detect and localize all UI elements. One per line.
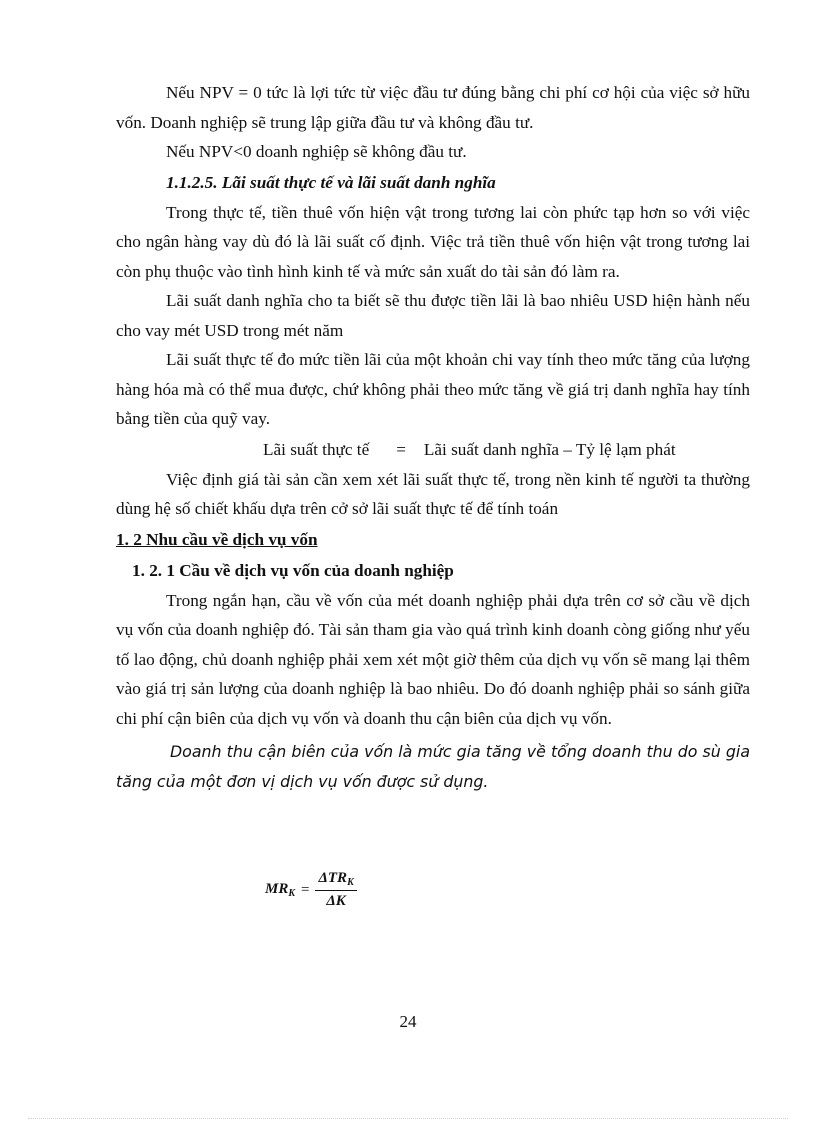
section-heading-12: 1. 2 Nhu cầu về dịch vụ vốn	[116, 529, 318, 549]
formula-equals: =	[396, 439, 406, 459]
paragraph-short-run: Trong ngắn hạn, cầu về vốn của mét doanh nghiệp phải dựa trên cơ sở cầu về dịch vụ vốn của doanh nghiệp đó. Tài sản tham gia vào quá trình kinh doanh còng giống như yếu tố lao động, chủ doanh nghiệp phải xem xét một giờ thêm của dịch vụ vốn sẽ mang lại thêm vào giá trị sản lượng của doanh nghiệp là bao nhiêu. Do đó doanh nghiệp phải so sánh giữa chi phí cận biên của dịch vụ vốn và doanh thu cận biên của dịch vụ vốn.	[116, 590, 750, 728]
page-body	[116, 78, 750, 796]
paragraph-practice: Trong thực tế, tiền thuê vốn hiện vật trong tương lai còn phức tạp hơn so với việc cho ngân hàng vay dù đó là lãi suất cố định. Việc trả tiền thuê vốn hiện vật trong tương lai còn phụ thuộc vào tình hình kinh tế và mức sản xuất do tài sản đó làm ra.	[116, 202, 750, 281]
section-heading-1125: 1.1.2.5. Lãi suất thực tế và lãi suất danh nghĩa	[166, 172, 496, 192]
section-heading-121: 1. 2. 1 Cầu về dịch vụ vốn của doanh nghiệp	[132, 560, 454, 580]
paragraph-valuation: Việc định giá tài sản cần xem xét lãi suất thực tế, trong nền kinh tế người ta thường dùng hệ số chiết khấu dựa trên cở sở lãi suất thực tế để tính toán	[116, 469, 750, 518]
page-number: 24	[399, 1012, 417, 1031]
paragraph-npv-negative: Nếu NPV<0 doanh nghiệp sẽ không đầu tư.	[166, 142, 467, 161]
paragraph-nominal-rate: Lãi suất danh nghĩa cho ta biết sẽ thu được tiền lãi là bao nhiêu USD hiện hành nếu cho vay mét USD trong mét năm	[116, 291, 750, 340]
marginal-revenue-formula	[265, 870, 357, 910]
fraction	[315, 870, 356, 910]
fisher-formula	[116, 434, 750, 465]
fraction-denominator: ΔK	[326, 893, 346, 909]
paragraph-definition: Doanh thu cận biên của vốn là mức gia tăng về tổng doanh thu do sù gia tăng của một đơn vị dịch vụ vốn được sử dụng.	[116, 742, 750, 791]
mr-symbol: $MR_K$	[265, 881, 296, 899]
math-equals: =	[301, 881, 310, 898]
formula-rhs: Lãi suất danh nghĩa – Tỷ lệ lạm phát	[423, 439, 676, 459]
paragraph-real-rate: Lãi suất thực tế đo mức tiền lãi của một khoản chi vay tính theo mức tăng của lượng hàng hóa mà có thể mua được, chứ không phải theo mức tăng về giá trị danh nghĩa hay tính bằng tiền của quỹ vay.	[116, 350, 750, 428]
formula-lhs: Lãi suất thực tế	[263, 439, 370, 459]
paragraph-npv-zero: Nếu NPV = 0 tức là lợi tức từ việc đầu tư đúng bằng chi phí cơ hội của việc sở hữu vốn. Doanh nghiệp sẽ trung lập giữa đầu tư và không đầu tư.	[116, 83, 750, 132]
footer-divider	[28, 1118, 788, 1119]
fraction-numerator: $\Delta TR_K$	[315, 870, 356, 891]
